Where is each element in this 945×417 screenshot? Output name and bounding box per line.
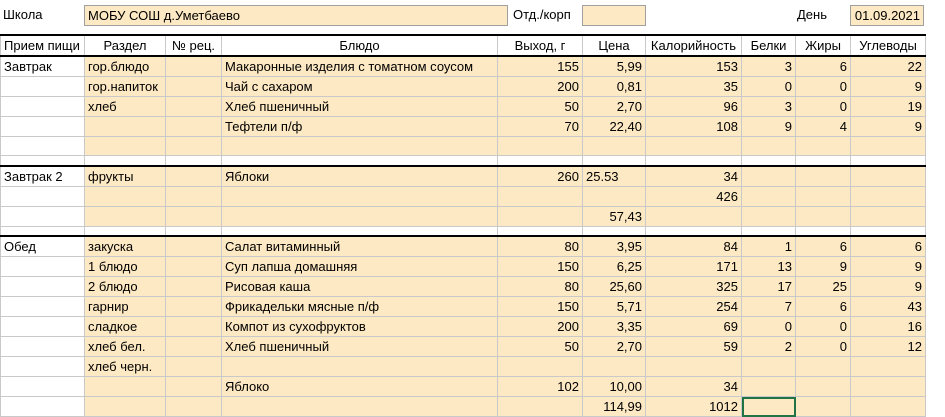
column-header-section: Раздел bbox=[85, 35, 166, 56]
cell-carbs[interactable]: 19 bbox=[851, 97, 926, 117]
cell-carbs[interactable] bbox=[851, 206, 926, 226]
cell-calories[interactable]: 426 bbox=[646, 186, 742, 206]
cell-carbs[interactable]: 12 bbox=[851, 337, 926, 357]
cell-proteins[interactable] bbox=[742, 166, 796, 187]
cell-meal[interactable]: Обед bbox=[1, 236, 85, 257]
cell-yield[interactable]: 150 bbox=[498, 257, 583, 277]
cell-carbs[interactable] bbox=[851, 377, 926, 397]
cell-fats[interactable] bbox=[796, 166, 851, 187]
spacer-row bbox=[1, 226, 926, 236]
column-header-meal: Прием пищи bbox=[1, 35, 85, 56]
table-row bbox=[1, 56, 926, 77]
cell-price[interactable]: 0,81 bbox=[583, 77, 646, 97]
cell-yield[interactable]: 80 bbox=[498, 236, 583, 257]
table-row bbox=[1, 206, 926, 226]
spacer-cell bbox=[583, 226, 646, 236]
column-header-proteins: Белки bbox=[742, 35, 796, 56]
cell-recipe-no[interactable] bbox=[166, 186, 222, 206]
cell-calories[interactable]: 254 bbox=[646, 297, 742, 317]
cell-carbs[interactable]: 43 bbox=[851, 297, 926, 317]
cell-yield[interactable]: 70 bbox=[498, 117, 583, 137]
cell-recipe-no[interactable] bbox=[166, 166, 222, 187]
cell-carbs[interactable]: 9 bbox=[851, 77, 926, 97]
cell-fats[interactable] bbox=[796, 186, 851, 206]
table-row bbox=[1, 97, 926, 117]
cell-calories[interactable]: 325 bbox=[646, 277, 742, 297]
cell-carbs[interactable]: 9 bbox=[851, 117, 926, 137]
cell-section[interactable]: сладкое bbox=[85, 317, 166, 337]
cell-recipe-no[interactable] bbox=[166, 257, 222, 277]
cell-recipe-no[interactable] bbox=[166, 277, 222, 297]
school-field[interactable]: МОБУ СОШ д.Уметбаево bbox=[84, 5, 508, 26]
spacer-cell bbox=[222, 226, 498, 236]
cell-price[interactable] bbox=[583, 137, 646, 156]
cell-recipe-no[interactable] bbox=[166, 77, 222, 97]
cell-yield[interactable] bbox=[498, 357, 583, 377]
table-row bbox=[1, 377, 926, 397]
spacer-cell bbox=[1, 226, 85, 236]
dept-field[interactable] bbox=[582, 5, 646, 26]
cell-calories[interactable]: 59 bbox=[646, 337, 742, 357]
cell-yield[interactable]: 260 bbox=[498, 166, 583, 187]
spacer-cell bbox=[222, 156, 498, 166]
day-field[interactable]: 01.09.2021 bbox=[850, 5, 924, 26]
cell-yield[interactable] bbox=[498, 397, 583, 417]
cell-section[interactable]: 1 блюдо bbox=[85, 257, 166, 277]
cell-proteins[interactable]: 9 bbox=[742, 117, 796, 137]
cell-dish[interactable]: Хлеб пшеничный bbox=[222, 97, 498, 117]
cell-price[interactable]: 5,99 bbox=[583, 56, 646, 77]
cell-calories[interactable]: 84 bbox=[646, 236, 742, 257]
cell-fats[interactable] bbox=[796, 206, 851, 226]
cell-carbs[interactable]: 9 bbox=[851, 277, 926, 297]
cell-recipe-no[interactable] bbox=[166, 117, 222, 137]
cell-proteins[interactable]: 3 bbox=[742, 56, 796, 77]
cell-recipe-no[interactable] bbox=[166, 236, 222, 257]
cell-proteins[interactable]: 0 bbox=[742, 77, 796, 97]
cell-dish[interactable]: Компот из сухофруктов bbox=[222, 317, 498, 337]
spacer-cell bbox=[498, 156, 583, 166]
cell-meal[interactable] bbox=[1, 77, 85, 97]
cell-price[interactable]: 3,35 bbox=[583, 317, 646, 337]
cell-dish[interactable]: Суп лапша домашняя bbox=[222, 257, 498, 277]
cell-recipe-no[interactable] bbox=[166, 397, 222, 417]
cell-section[interactable]: гор.напиток bbox=[85, 77, 166, 97]
cell-yield[interactable]: 155 bbox=[498, 56, 583, 77]
spacer-cell bbox=[646, 156, 742, 166]
cell-dish[interactable]: Яблоко bbox=[222, 377, 498, 397]
cell-dish[interactable] bbox=[222, 206, 498, 226]
cell-price[interactable]: 3,95 bbox=[583, 236, 646, 257]
cell-recipe-no[interactable] bbox=[166, 377, 222, 397]
spacer-cell bbox=[583, 156, 646, 166]
cell-section[interactable] bbox=[85, 377, 166, 397]
cell-calories[interactable]: 34 bbox=[646, 166, 742, 187]
cell-yield[interactable]: 80 bbox=[498, 277, 583, 297]
table-row bbox=[1, 137, 926, 156]
cell-proteins[interactable] bbox=[742, 357, 796, 377]
cell-price[interactable] bbox=[583, 186, 646, 206]
cell-meal[interactable] bbox=[1, 117, 85, 137]
table-row bbox=[1, 297, 926, 317]
spacer-cell bbox=[166, 226, 222, 236]
cell-section[interactable]: 2 блюдо bbox=[85, 277, 166, 297]
cell-yield[interactable]: 50 bbox=[498, 97, 583, 117]
cell-meal[interactable] bbox=[1, 137, 85, 156]
column-header-carbs: Углеводы bbox=[851, 35, 926, 56]
cell-recipe-no[interactable] bbox=[166, 206, 222, 226]
cell-price[interactable]: 25,60 bbox=[583, 277, 646, 297]
cell-recipe-no[interactable] bbox=[166, 137, 222, 156]
spacer-cell bbox=[742, 156, 796, 166]
cell-calories[interactable]: 34 bbox=[646, 377, 742, 397]
cell-price[interactable]: 25.53 bbox=[583, 166, 646, 187]
spacer-cell bbox=[851, 156, 926, 166]
cell-proteins[interactable]: 2 bbox=[742, 337, 796, 357]
cell-meal[interactable] bbox=[1, 317, 85, 337]
cell-fats[interactable]: 0 bbox=[796, 317, 851, 337]
cell-fats[interactable]: 0 bbox=[796, 97, 851, 117]
cell-proteins[interactable]: 7 bbox=[742, 297, 796, 317]
cell-calories[interactable]: 1012 bbox=[646, 397, 742, 417]
cell-calories[interactable]: 108 bbox=[646, 117, 742, 137]
cell-calories[interactable] bbox=[646, 357, 742, 377]
cell-meal[interactable] bbox=[1, 277, 85, 297]
cell-price[interactable]: 10,00 bbox=[583, 377, 646, 397]
cell-carbs[interactable] bbox=[851, 357, 926, 377]
cell-carbs[interactable] bbox=[851, 166, 926, 187]
cell-dish[interactable]: Чай с сахаром bbox=[222, 77, 498, 97]
table-row bbox=[1, 77, 926, 97]
cell-calories[interactable]: 69 bbox=[646, 317, 742, 337]
column-header-recipe-no: № рец. bbox=[166, 35, 222, 56]
cell-proteins[interactable] bbox=[742, 206, 796, 226]
cell-recipe-no[interactable] bbox=[166, 297, 222, 317]
table-row bbox=[1, 337, 926, 357]
cell-section[interactable] bbox=[85, 206, 166, 226]
cell-fats[interactable]: 4 bbox=[796, 117, 851, 137]
cell-dish[interactable]: Тефтели п/ф bbox=[222, 117, 498, 137]
cell-meal[interactable] bbox=[1, 186, 85, 206]
cell-meal[interactable] bbox=[1, 97, 85, 117]
cell-fats[interactable]: 6 bbox=[796, 297, 851, 317]
cell-price[interactable]: 6,25 bbox=[583, 257, 646, 277]
cell-fats[interactable]: 6 bbox=[796, 236, 851, 257]
cell-yield[interactable]: 50 bbox=[498, 337, 583, 357]
cell-section[interactable]: хлеб черн. bbox=[85, 357, 166, 377]
cell-recipe-no[interactable] bbox=[166, 97, 222, 117]
cell-recipe-no[interactable] bbox=[166, 337, 222, 357]
cell-proteins[interactable] bbox=[742, 137, 796, 156]
spacer-row bbox=[1, 156, 926, 166]
spacer-cell bbox=[796, 226, 851, 236]
column-header-fats: Жиры bbox=[796, 35, 851, 56]
cell-dish[interactable] bbox=[222, 137, 498, 156]
spacer-cell bbox=[851, 226, 926, 236]
cell-section[interactable]: фрукты bbox=[85, 166, 166, 187]
table-row bbox=[1, 186, 926, 206]
cell-price[interactable]: 5,71 bbox=[583, 297, 646, 317]
table-row bbox=[1, 257, 926, 277]
cell-calories[interactable]: 153 bbox=[646, 56, 742, 77]
spacer-cell bbox=[166, 156, 222, 166]
cell-carbs[interactable]: 16 bbox=[851, 317, 926, 337]
cell-dish[interactable]: Салат витаминный bbox=[222, 236, 498, 257]
menu-table bbox=[0, 34, 926, 417]
cell-recipe-no[interactable] bbox=[166, 317, 222, 337]
cell-dish[interactable]: Фрикадельки мясные п/ф bbox=[222, 297, 498, 317]
cell-section[interactable] bbox=[85, 397, 166, 417]
cell-fats[interactable]: 9 bbox=[796, 257, 851, 277]
cell-fats[interactable]: 0 bbox=[796, 337, 851, 357]
cell-yield[interactable] bbox=[498, 206, 583, 226]
table-row bbox=[1, 357, 926, 377]
cell-section[interactable]: закуска bbox=[85, 236, 166, 257]
cell-proteins[interactable] bbox=[742, 377, 796, 397]
cell-yield[interactable]: 150 bbox=[498, 297, 583, 317]
cell-price[interactable]: 22,40 bbox=[583, 117, 646, 137]
cell-calories[interactable] bbox=[646, 206, 742, 226]
spacer-cell bbox=[742, 226, 796, 236]
cell-price[interactable]: 57,43 bbox=[583, 206, 646, 226]
table-row bbox=[1, 397, 926, 417]
cell-section[interactable] bbox=[85, 186, 166, 206]
cell-meal[interactable] bbox=[1, 377, 85, 397]
cell-fats[interactable] bbox=[796, 357, 851, 377]
cell-carbs[interactable]: 6 bbox=[851, 236, 926, 257]
school-label: Школа bbox=[3, 7, 43, 22]
cell-section[interactable]: хлеб бел. bbox=[85, 337, 166, 357]
cell-recipe-no[interactable] bbox=[166, 56, 222, 77]
cell-carbs[interactable] bbox=[851, 186, 926, 206]
cell-price[interactable]: 114,99 bbox=[583, 397, 646, 417]
cell-meal[interactable] bbox=[1, 257, 85, 277]
cell-fats[interactable]: 0 bbox=[796, 77, 851, 97]
table-row bbox=[1, 277, 926, 297]
table-row bbox=[1, 317, 926, 337]
spacer-cell bbox=[85, 156, 166, 166]
cell-proteins[interactable]: 1 bbox=[742, 236, 796, 257]
cell-dish[interactable] bbox=[222, 186, 498, 206]
cell-yield[interactable] bbox=[498, 186, 583, 206]
cell-section[interactable]: гор.блюдо bbox=[85, 56, 166, 77]
cell-carbs[interactable]: 22 bbox=[851, 56, 926, 77]
cell-carbs[interactable] bbox=[851, 137, 926, 156]
column-header-dish: Блюдо bbox=[222, 35, 498, 56]
cell-fats[interactable]: 25 bbox=[796, 277, 851, 297]
cell-section[interactable] bbox=[85, 137, 166, 156]
cell-dish[interactable]: Рисовая каша bbox=[222, 277, 498, 297]
cell-meal[interactable] bbox=[1, 206, 85, 226]
day-label: День bbox=[797, 7, 827, 22]
cell-meal[interactable] bbox=[1, 357, 85, 377]
cell-price[interactable]: 2,70 bbox=[583, 97, 646, 117]
cell-price[interactable] bbox=[583, 357, 646, 377]
spacer-cell bbox=[1, 156, 85, 166]
cell-meal[interactable] bbox=[1, 337, 85, 357]
cell-calories[interactable]: 35 bbox=[646, 77, 742, 97]
cell-section[interactable] bbox=[85, 117, 166, 137]
cell-price[interactable]: 2,70 bbox=[583, 337, 646, 357]
spacer-cell bbox=[646, 226, 742, 236]
cell-dish[interactable]: Хлеб пшеничный bbox=[222, 337, 498, 357]
table-row bbox=[1, 166, 926, 187]
cell-fats[interactable]: 6 bbox=[796, 56, 851, 77]
table-row bbox=[1, 117, 926, 137]
cell-yield[interactable]: 102 bbox=[498, 377, 583, 397]
column-header-calories: Калорийность bbox=[646, 35, 742, 56]
cell-dish[interactable]: Яблоки bbox=[222, 166, 498, 187]
cell-section[interactable]: хлеб bbox=[85, 97, 166, 117]
cell-yield[interactable]: 200 bbox=[498, 317, 583, 337]
cell-dish[interactable] bbox=[222, 357, 498, 377]
column-header-yield: Выход, г bbox=[498, 35, 583, 56]
spacer-cell bbox=[498, 226, 583, 236]
cell-fats[interactable] bbox=[796, 137, 851, 156]
cell-proteins[interactable] bbox=[742, 186, 796, 206]
cell-proteins[interactable]: 0 bbox=[742, 317, 796, 337]
cell-proteins[interactable]: 13 bbox=[742, 257, 796, 277]
cell-carbs[interactable]: 9 bbox=[851, 257, 926, 277]
spacer-cell bbox=[796, 156, 851, 166]
cell-meal[interactable]: Завтрак bbox=[1, 56, 85, 77]
dept-label: Отд./корп bbox=[513, 7, 571, 22]
cell-carbs[interactable] bbox=[851, 397, 926, 417]
cell-calories[interactable]: 171 bbox=[646, 257, 742, 277]
cell-meal[interactable]: Завтрак 2 bbox=[1, 166, 85, 187]
cell-meal[interactable] bbox=[1, 297, 85, 317]
cell-yield[interactable] bbox=[498, 137, 583, 156]
cell-meal[interactable] bbox=[1, 397, 85, 417]
cell-dish[interactable]: Макаронные изделия с томатном соусом bbox=[222, 56, 498, 77]
table-header-row bbox=[1, 35, 926, 56]
cell-section[interactable]: гарнир bbox=[85, 297, 166, 317]
column-header-price: Цена bbox=[583, 35, 646, 56]
spacer-cell bbox=[85, 226, 166, 236]
cell-fats[interactable] bbox=[796, 397, 851, 417]
cell-yield[interactable]: 200 bbox=[498, 77, 583, 97]
cell-proteins[interactable]: 17 bbox=[742, 277, 796, 297]
cell-dish[interactable] bbox=[222, 397, 498, 417]
cell-fats[interactable] bbox=[796, 377, 851, 397]
table-row bbox=[1, 236, 926, 257]
cell-proteins[interactable]: 3 bbox=[742, 97, 796, 117]
cell-recipe-no[interactable] bbox=[166, 357, 222, 377]
cell-calories[interactable]: 96 bbox=[646, 97, 742, 117]
cell-calories[interactable] bbox=[646, 137, 742, 156]
selected-cell[interactable] bbox=[742, 397, 796, 417]
